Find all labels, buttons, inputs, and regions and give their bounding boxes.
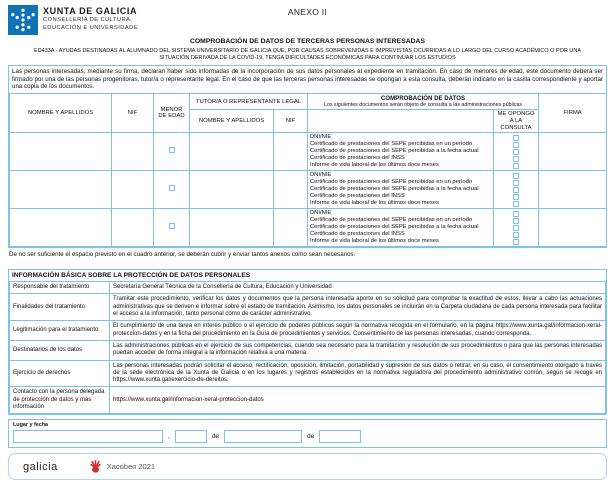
nif-cell[interactable] [112, 133, 154, 171]
data-check-subtitle: Los siguientes documentos serán objeto de consulta a las administraciones públicas [323, 102, 523, 109]
tutor-nif-cell[interactable] [274, 171, 308, 209]
privacy-label: Legitimación para el tratamiento [10, 321, 110, 341]
minor-cell [154, 209, 190, 247]
oppose-checkbox[interactable] [513, 218, 519, 224]
document-item: Informe de vida laboral de los últimos doce meses [310, 200, 439, 207]
nif-cell[interactable] [112, 171, 154, 209]
oppose-checkbox[interactable] [513, 149, 519, 155]
oppose-checkbox[interactable] [513, 239, 519, 245]
documents-cell [308, 133, 494, 171]
privacy-label: Ejercicio de derechos [10, 360, 110, 387]
place-date-box [8, 419, 607, 448]
document-item: DNI/NIE [310, 210, 332, 217]
anexo-label: ANEXO II [287, 7, 328, 17]
privacy-label: Finalidades del tratamiento [10, 294, 110, 321]
privacy-label: Contacto con la persona delegada de protección de datos y más información [10, 387, 110, 414]
oppose-checkbox[interactable] [513, 142, 519, 148]
person-row-1 [10, 133, 607, 171]
minor-checkbox[interactable] [169, 185, 175, 191]
data-protection-table [9, 281, 606, 414]
col-header-minor: MENOR DE EDAD [154, 94, 190, 133]
documents-cell [308, 209, 494, 247]
form-title: COMPROBACIÓN DE DATOS DE TERCERAS PERSONAS INTERESADAS [189, 38, 426, 45]
document-item: Certificado de prestaciones del INSS [310, 193, 405, 200]
privacy-value: Secretaría General Técnica de la Consellería de Cultura, Educación y Universidad [110, 282, 606, 294]
document-item: DNI/NIE [310, 134, 332, 141]
col-header-signature: FIRMA [539, 94, 607, 133]
xacobeo-hand-icon [88, 459, 103, 474]
data-check-title: COMPROBACIÓN DE DATOS [380, 94, 466, 102]
dept-name-line2: EDUCACIÓN E UNIVERSIDADE [43, 24, 138, 31]
place-input[interactable] [13, 430, 163, 443]
nif-cell[interactable] [112, 209, 154, 247]
comma-separator: , [168, 433, 170, 441]
page-header [8, 5, 607, 38]
intro-paragraph: Las personas interesadas, mediante su firma, declaran haber sido informadas de la incorporación de sus datos personales al expediente en tramitación. En caso de menores de edad, este documento deberá ser firmado por una de las personas progenitoras, tutor/a o representante legal. En el caso de que las terceras personas interesadas se opongan a esta consulta, deberán indicarlo en la casilla correspondiente y aportar una copia de los documentos. [12, 68, 603, 90]
document-item: DNI/NIE [310, 172, 332, 179]
oppose-checkbox[interactable] [513, 135, 519, 141]
document-item: Certificado de prestaciones del SEPE percibidas en un período [310, 217, 473, 224]
document-item: Certificado de prestaciones del SEPE percibidas a la fecha actual [310, 148, 479, 155]
privacy-value: Las personas interesadas podrán solicitar el acceso, rectificación, oposición, limitación, portabilidad y supresión de sus datos o retirar, en su caso, el consentimiento otorgado a través de la sede electrónica de la Xunta de Galicia o en los lugares y registros establecidos en la normativa reguladora del procedimiento administrativo común, según se recoge en https://www.xunta.gal/exercicio-de-dereitos. [110, 360, 606, 387]
signature-cell[interactable] [539, 209, 607, 247]
oppose-cell [494, 209, 539, 247]
minor-checkbox[interactable] [169, 147, 175, 153]
month-input[interactable] [224, 430, 302, 443]
col-header-tutor: TUTOR/A O REPRESENTANTE LEGAL [190, 94, 308, 110]
de-separator: de [307, 433, 315, 441]
oppose-checkbox[interactable] [513, 194, 519, 200]
privacy-value: El cumplimiento de una tarea en interés público o el ejercicio de poderes públicos según la normativa recogida en el formulario, en la página https://www.xunta.gal/informacion-xeral-proteccion-datos y en la ficha del procedimiento en la Guía de procedimientos y servicios. Consentimiento de las personas interesadas, cuando corresponda. [110, 321, 606, 341]
insufficient-space-note: De no ser suficiente el espacio previsto en el cuadro anterior, se deberán cubrir y enviar tantos anexos como sean necesarios. [9, 251, 356, 259]
galicia-logo: galicia [23, 460, 58, 473]
minor-cell [154, 171, 190, 209]
data-protection-title: INFORMACIÓN BÁSICA SOBRE LA PROTECCIÓN DE DATOS PERSONALES [12, 272, 251, 280]
col-header-tutor-name: NOMBRE Y APELLIDOS [190, 110, 274, 133]
document-item: Certificado de prestaciones del SEPE percibidas a la fecha actual [310, 186, 479, 193]
oppose-checkbox[interactable] [513, 156, 519, 162]
documents-cell [308, 171, 494, 209]
signature-cell[interactable] [539, 133, 607, 171]
place-date-label: Lugar y fecha [13, 422, 49, 429]
person-row-3 [10, 209, 607, 247]
de-separator: de [211, 433, 220, 441]
privacy-row [10, 321, 606, 341]
org-name: XUNTA DE GALICIA [43, 6, 138, 16]
xacobeo-label: Xacobeo 2021 [106, 462, 156, 472]
minor-checkbox[interactable] [169, 223, 175, 229]
document-item: Certificado de prestaciones del SEPE percibidas a la fecha actual [310, 224, 479, 231]
privacy-label: Responsable del tratamiento [10, 282, 110, 294]
place-date-row [13, 430, 602, 443]
interested-persons-box [8, 65, 607, 248]
privacy-row [10, 282, 606, 294]
person-row-2 [10, 171, 607, 209]
name-cell[interactable] [10, 209, 112, 247]
privacy-value: Las administraciones públicas en el ejercicio de sus competencias, cuando sea necesario para la tramitación y resolución de sus procedimientos o para que las personas interesadas puedan acceder de forma integral a la información relativa a una materia. [110, 340, 606, 360]
tutor-nif-cell[interactable] [274, 209, 308, 247]
oppose-checkbox[interactable] [513, 225, 519, 231]
data-protection-box [8, 269, 607, 415]
col-header-name: NOMBRE Y APELLIDOS [10, 94, 112, 133]
tutor-name-cell[interactable] [190, 171, 274, 209]
privacy-row [10, 294, 606, 321]
procedure-code-line: ED433A - AYUDAS DESTINADAS AL ALUMNADO DEL SISTEMA UNIVERSITARIO DE GALICIA QUE, POR CAUSAS SOBREVENIDAS E IMPREVISTAS OCURRIDAS A LO LARGO DEL CURSO ACADÉMICO O POR UNA SITUACIÓN DERIVADA DE LA COVID-19, TENGA DIFICULTADES ECONÓMICAS PARA CONTINUAR LOS ESTUDIOS [33, 48, 582, 61]
name-cell[interactable] [10, 171, 112, 209]
oppose-checkbox[interactable] [513, 173, 519, 179]
document-item: Certificado de prestaciones del SEPE percibidas en un período [310, 141, 473, 148]
document-item: Certificado de prestaciones del INSS [310, 155, 405, 162]
document-item: Certificado de prestaciones del INSS [310, 231, 405, 238]
privacy-row [10, 340, 606, 360]
day-input[interactable] [175, 430, 207, 443]
name-cell[interactable] [10, 133, 112, 171]
document-item: Informe de vida laboral de los últimos doce meses [310, 238, 439, 245]
oppose-checkbox[interactable] [513, 187, 519, 193]
col-header-tutor-nif: NIF [274, 110, 308, 133]
document-item: Informe de vida laboral de los últimos doce meses [310, 162, 439, 169]
col-header-documents-blank [308, 110, 494, 133]
privacy-value: https://www.xunta.gal/informacion-xeral-proteccion-datos [110, 387, 606, 414]
dept-name-line1: CONSELLERÍA DE CULTURA, [43, 17, 133, 23]
minor-cell [154, 133, 190, 171]
document-item: Certificado de prestaciones del SEPE percibidas en un período [310, 179, 473, 186]
tutor-name-cell[interactable] [190, 133, 274, 171]
privacy-value: Tramitar este procedimiento, verificar los datos y documentos que la persona interesada aporte en su solicitud para comprobar la exactitud de estos, llevar a cabo las actuaciones administrativas que se deriven e informar sobre el estado de tramitación. Asimismo, los datos personales se incluirán en la Carpeta ciudadana de cada persona interesada para facilitar el acceso a la información, tanto personal como de carácter administrativo. [110, 294, 606, 321]
oppose-checkbox[interactable] [513, 232, 519, 238]
col-header-nif: NIF [112, 94, 154, 133]
privacy-row [10, 360, 606, 387]
col-header-oppose: ME OPONGO A LA CONSULTA [494, 110, 539, 133]
tutor-name-cell[interactable] [190, 209, 274, 247]
oppose-checkbox[interactable] [513, 163, 519, 169]
oppose-cell [494, 171, 539, 209]
privacy-row [10, 387, 606, 414]
interested-persons-table [9, 93, 607, 247]
tutor-nif-cell[interactable] [274, 133, 308, 171]
year-input[interactable] [319, 430, 361, 443]
oppose-cell [494, 133, 539, 171]
col-header-data-check [308, 94, 539, 110]
xacobeo-brand [88, 459, 155, 474]
oppose-checkbox[interactable] [513, 201, 519, 207]
privacy-label: Destinatarios de los datos [10, 340, 110, 360]
oppose-checkbox[interactable] [513, 211, 519, 217]
signature-cell[interactable] [539, 171, 607, 209]
page-footer [8, 453, 607, 480]
oppose-checkbox[interactable] [513, 180, 519, 186]
